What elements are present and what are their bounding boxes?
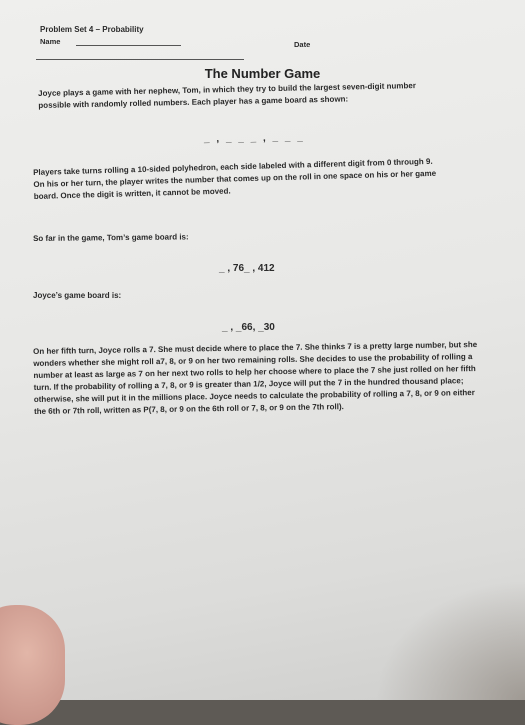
joyce-game-board: _ , _66, _30: [222, 322, 275, 333]
problem-set-label: Problem Set 4 – Probability: [40, 25, 144, 34]
game-board-template: _ , _ _ _ , _ _ _: [203, 132, 305, 145]
date-label: Date: [294, 40, 311, 49]
header-rule: [36, 59, 244, 60]
problem-paragraph: [33, 339, 482, 418]
name-line: [76, 45, 181, 46]
rules-paragraph: Players take turns rolling a 10-sided polyhedron, each side labeled with a different digit from 0 through 9. On his or her turn, the player writes the number that comes up on the roll in one space on his or her game board. Once the digit is written, it cannot be moved.: [33, 156, 437, 201]
joyce-intro: Joyce’s game board is:: [33, 291, 122, 300]
problem-bold-or: or: [241, 403, 250, 413]
intro-paragraph: Joyce plays a game with her nephew, Tom, in which they try to build the largest seven-digit number possible with randomly rolled numbers. Each player has a game board as shown:: [38, 81, 416, 110]
name-label: Name: [40, 37, 61, 46]
tom-game-board: _ , 76_ , 412: [219, 263, 275, 274]
problem-text-part1: On her fifth turn, Joyce rolls a 7. She must decide where to place the 7. She thinks 7 is a pretty large number, but she wonders whether she might roll a7, 8, or 9 on her two remaining rolls. She decides to use the probability of rolling a number at least as large as 7 on her next two rolls to help her choose where to place the 7 she just rolled on her fifth turn. If the probability of rolling a 7, 8, or 9 is greater than 1/2, Joyce will put the 7 in the hundred thousand place; otherwise, she will put it in the millions place. Joyce needs to calculate the probability of rolling a 7, 8, or 9 on either the 6th or 7th roll, written as P(7, 8, or 9 on the 6th roll: [33, 340, 478, 416]
problem-text-part2: 7, 8, or 9 on the 7th roll).: [249, 401, 344, 413]
worksheet-title: The Number Game: [204, 66, 321, 81]
tom-intro: So far in the game, Tom’s game board is:: [33, 232, 189, 243]
